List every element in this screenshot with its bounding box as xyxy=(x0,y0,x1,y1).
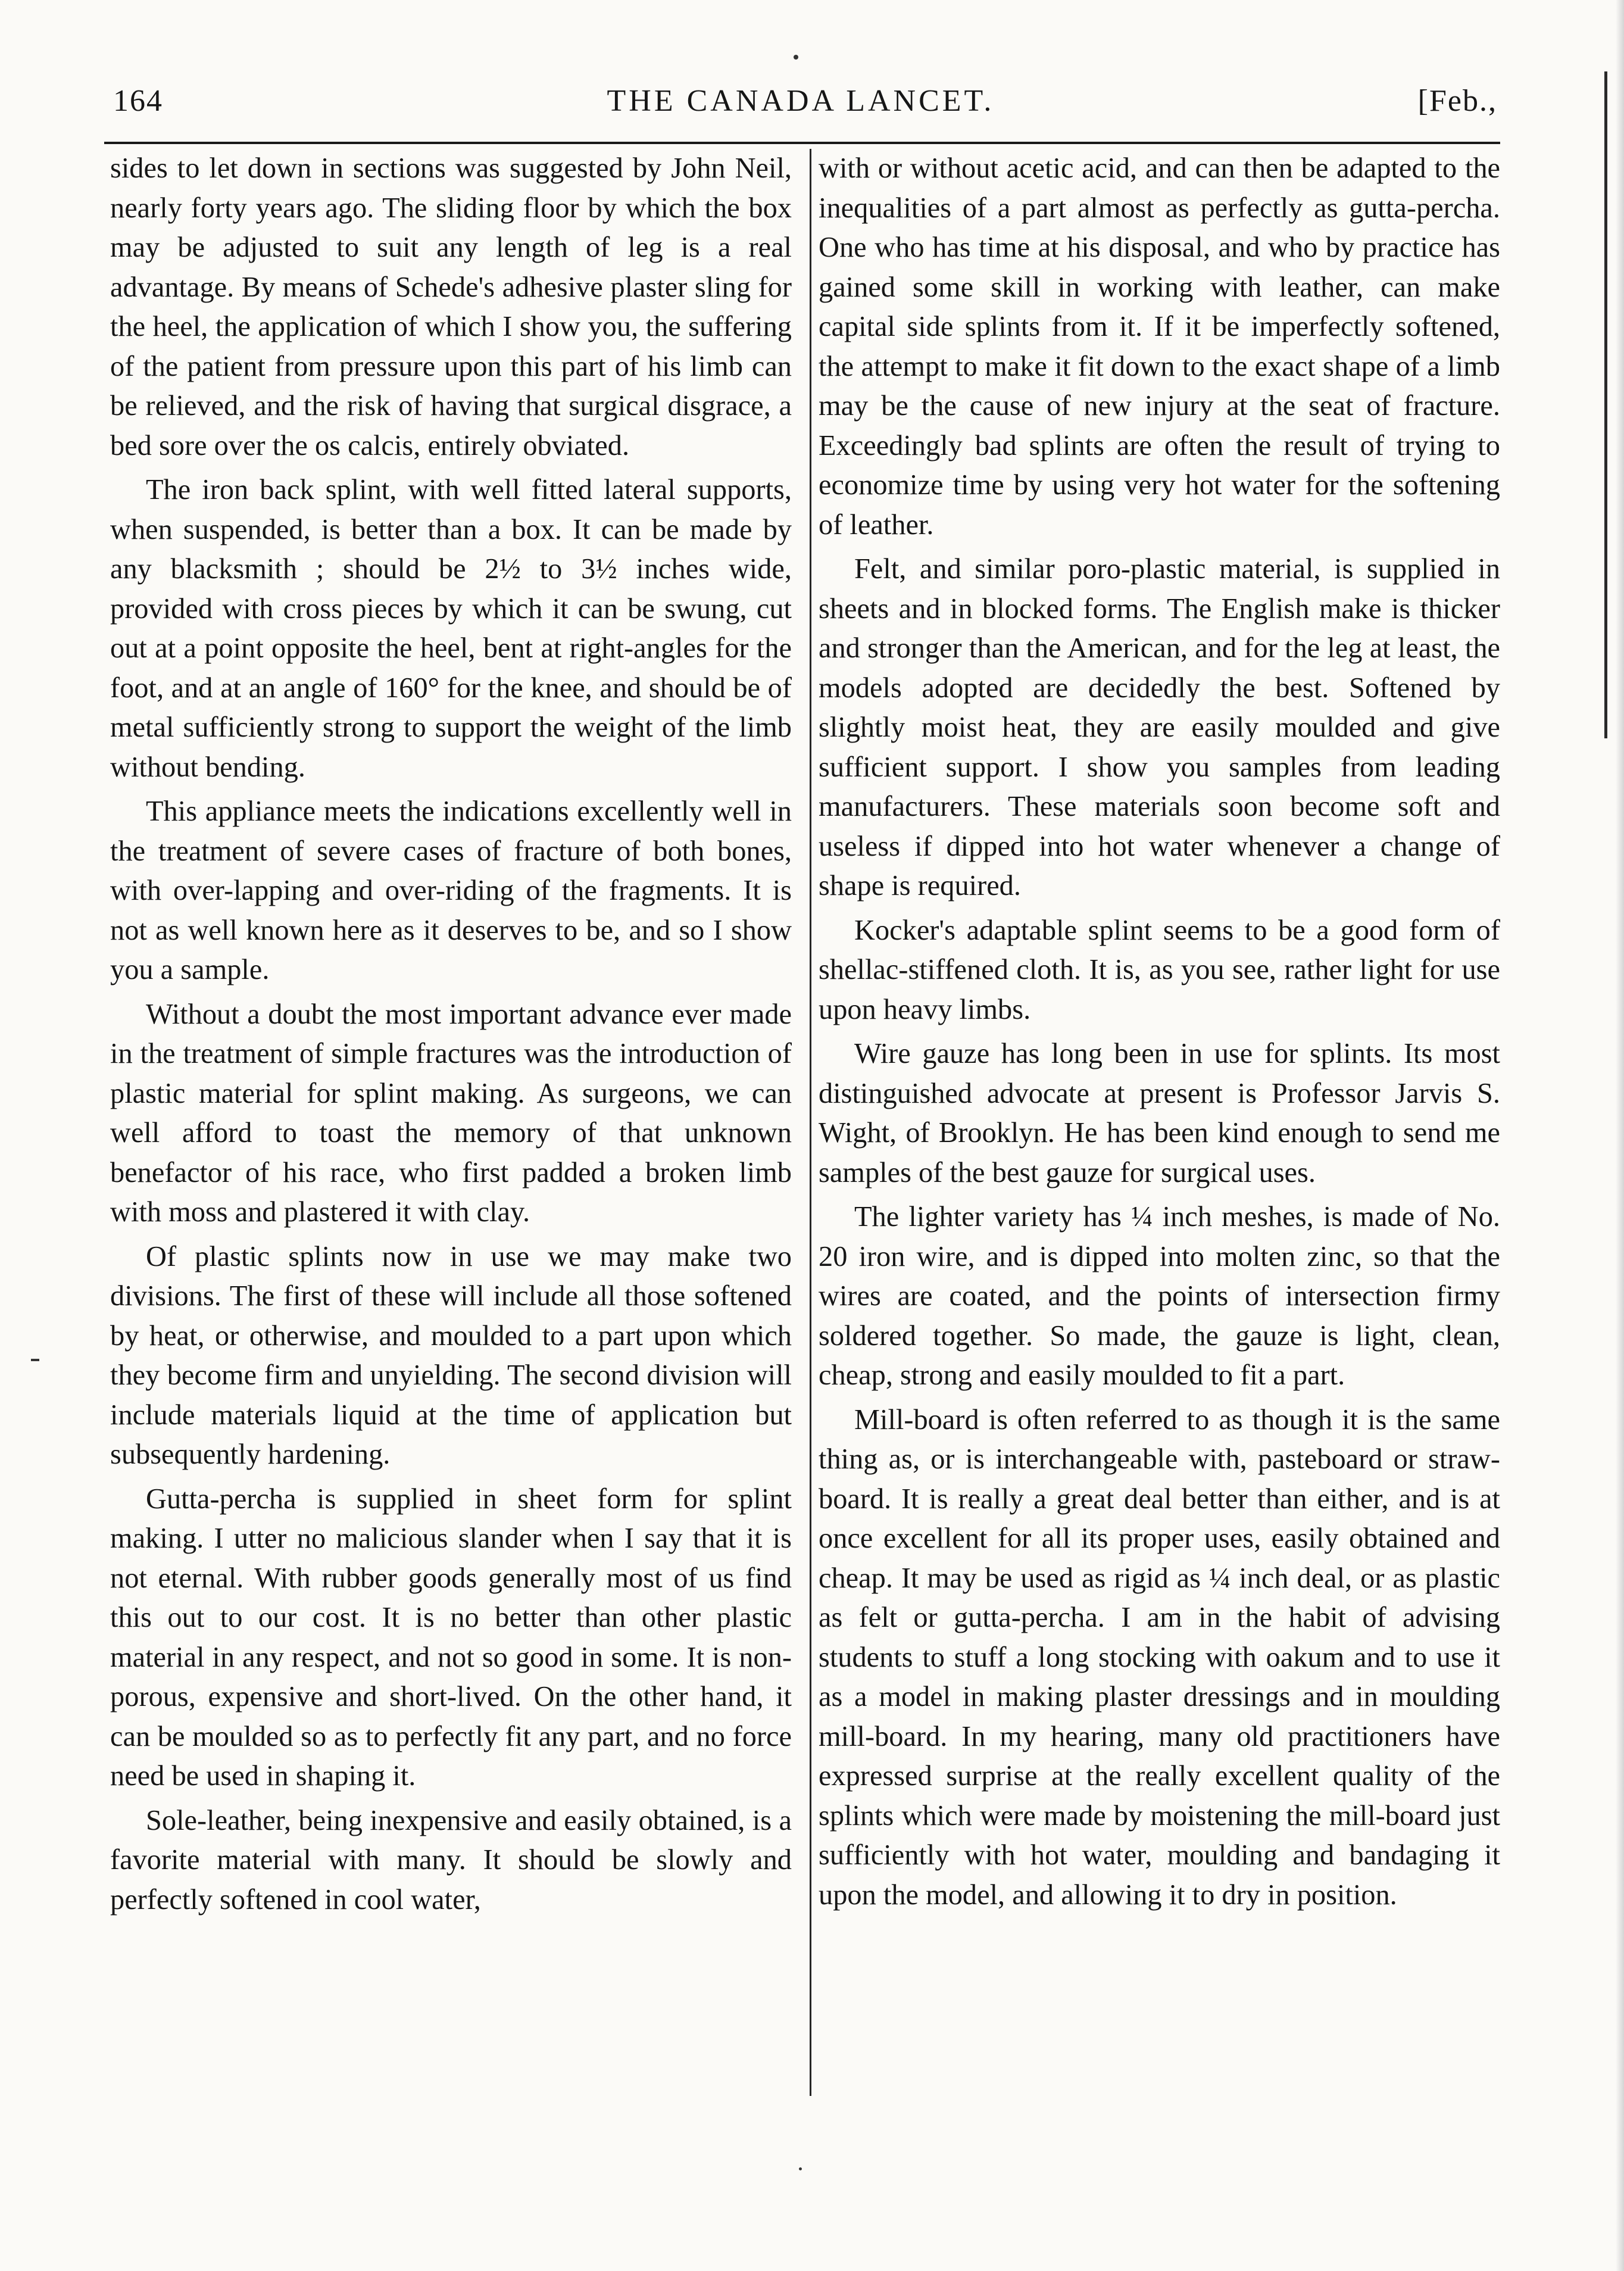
column-divider xyxy=(810,149,811,2096)
paragraph: Felt, and similar poro-plastic material, is supplied in sheets and in blocked forms. The English make is thicker and stronger than the American, and for the leg at least, the models adopted are decidedly the best. Softened by slightly moist heat, they are easily moulded and give sufficient support. I show you samples from leading manufacturers. These materials soon become soft and useless if dipped into hot water whenever a change of shape is required. xyxy=(819,553,1500,901)
paragraph: Kocker's adaptable splint seems to be a good form of shellac-stiffened cloth. It is, as you see, rather light for use upon heavy limbs. xyxy=(819,914,1500,1025)
header-rule xyxy=(104,142,1500,144)
paragraph: Sole-leather, being inexpensive and easily obtained, is a favorite material with many. It should be slowly and perfectly softened in cool water, xyxy=(110,1804,792,1916)
right-column xyxy=(819,149,1500,1915)
page-edge-shadow xyxy=(1604,71,1607,738)
paragraph: sides to let down in sections was suggested by John Neil, nearly forty years ago. The sliding floor by which the box may be adjusted to suit any length of leg is a real advantage. By means of Schede's adhesive plaster sling for the heel, the application of which I show you, the suffering of the patient from pressure upon this part of his limb can be relieved, and the risk of having that surgical disgrace, a bed sore over the os calcis, entirely obviated. xyxy=(110,152,792,461)
running-header xyxy=(104,83,1497,137)
journal-title: THE CANADA LANCET. xyxy=(607,84,995,118)
ink-speck xyxy=(794,55,798,60)
ink-speck xyxy=(799,2167,802,2170)
page-number: 164 xyxy=(113,84,163,118)
paragraph: This appliance meets the indications excellently well in the treatment of severe cases of fracture of both bones, with over-lapping and over-riding of the fragments. It is not as well known here as it deserves to be, and so I show you a sample. xyxy=(110,796,792,985)
left-column xyxy=(110,149,792,1920)
paragraph: with or without acetic acid, and can then be adapted to the inequalities of a part almost as perfectly as gutta-percha. One who has time at his disposal, and who by practice has gained some skill in working with leather, can make capital side splints from it. If it be imperfectly softened, the attempt to make it fit down to the exact shape of a limb may be the cause of new injury at the seat of fracture. Exceedingly bad splints are often the result of trying to economize time by using very hot water for the softening of leather. xyxy=(819,152,1500,541)
paragraph: The lighter variety has ¼ inch meshes, is made of No. 20 iron wire, and is dipped into molten zinc, so that the wires are coated, and the points of intersection firmy soldered together. So made, the gauze is light, clean, cheap, strong and easily moulded to fit a part. xyxy=(819,1201,1500,1391)
ink-speck xyxy=(31,1359,39,1361)
paragraph: The iron back splint, with well fitted lateral supports, when suspended, is better than a box. It can be made by any blacksmith ; should be 2½ to 3½ inches wide, provided with cross pieces by which it can be swung, cut out at a point opposite the heel, bent at right-angles for the foot, and at an angle of 160° for the knee, and should be of metal sufficiently strong to support the weight of the limb without bending. xyxy=(110,474,792,783)
paragraph: Without a doubt the most important advance ever made in the treatment of simple fractures was the introduction of plastic material for splint making. As surgeons, we can well afford to toast the memory of that unknown benefactor of his race, who first padded a broken limb with moss and plastered it with clay. xyxy=(110,998,792,1228)
issue-month: [Feb., xyxy=(1417,84,1497,118)
page-edge xyxy=(1616,0,1624,2271)
paragraph: Gutta-percha is supplied in sheet form for splint making. I utter no malicious slander when I say that it is not eternal. With rubber goods generally most of us find this out to our cost. It is no better than other plastic material in any respect, and not so good in some. It is non-porous, expensive and short-lived. On the other hand, it can be moulded so as to perfectly fit any part, and no force need be used in shaping it. xyxy=(110,1483,792,1792)
paragraph: Of plastic splints now in use we may make two divisions. The first of these will include all those softened by heat, or otherwise, and moulded to a part upon which they become firm and unyielding. The second division will include materials liquid at the time of application but subsequently hardening. xyxy=(110,1240,792,1470)
paragraph: Wire gauze has long been in use for splints. Its most distinguished advocate at present is Professor Jarvis S. Wight, of Brooklyn. He has been kind enough to send me samples of the best gauze for surgical uses. xyxy=(819,1038,1500,1188)
paragraph: Mill-board is often referred to as though it is the same thing as, or is interchangeable with, pasteboard or straw-board. It is really a great deal better than either, and is at once excellent for all its proper uses, easily obtained and cheap. It may be used as rigid as ¼ inch deal, or as plastic as felt or gutta-percha. I am in the habit of advising students to stuff a long stocking with oakum and to use it as a model in making plaster dressings and in moulding mill-board. In my hearing, many old practitioners have expressed surprise at the really excellent quality of the splints which were made by moistening the mill-board just sufficiently with hot water, moulding and bandaging it upon the model, and allowing it to dry in position. xyxy=(819,1403,1500,1911)
